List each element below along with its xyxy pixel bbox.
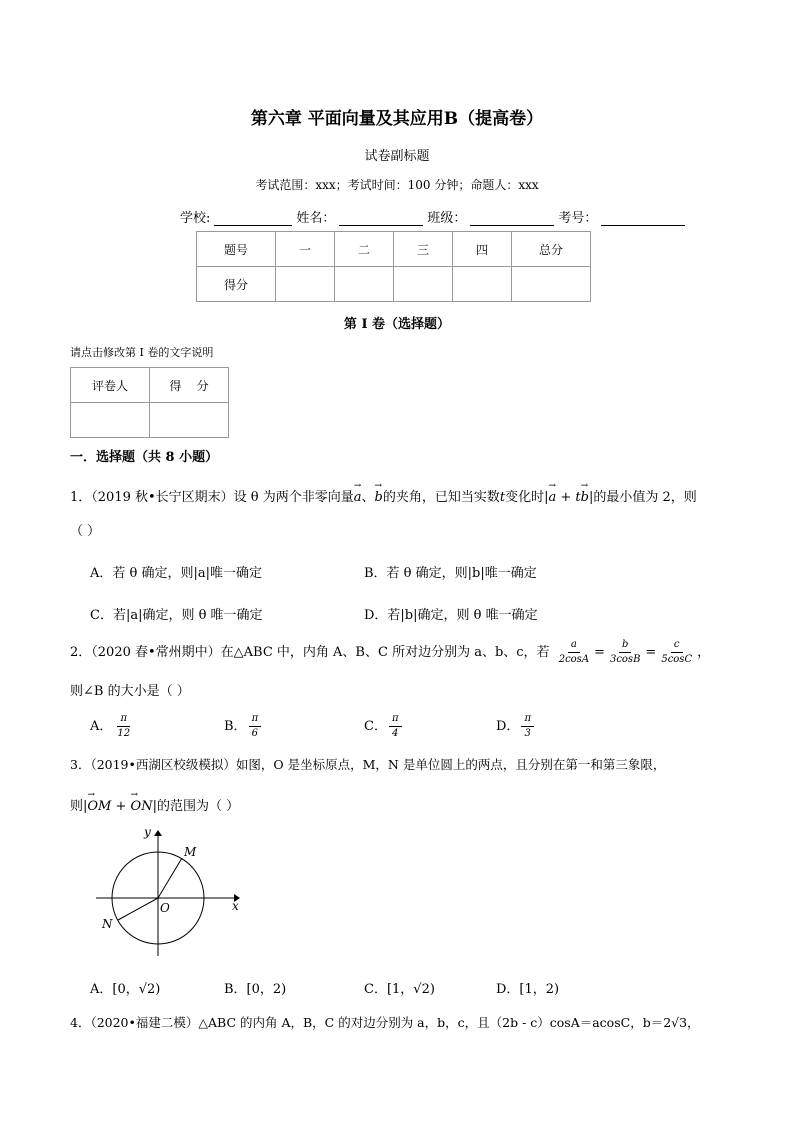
grader-header: 评卷人 xyxy=(71,368,150,403)
grader-cell[interactable] xyxy=(150,403,229,438)
score-cell: 二 xyxy=(335,232,394,267)
question-2-option-d[interactable]: D． $\frac{\pi}{3}$ xyxy=(496,712,536,741)
score-input-cell[interactable] xyxy=(394,267,453,302)
question-2-option-a[interactable]: A． $\frac{\pi}{12}$ xyxy=(90,713,131,739)
class-label: 班级： xyxy=(427,211,467,226)
class-field[interactable] xyxy=(470,211,554,226)
question-3-option-b[interactable]: B．[0，2) xyxy=(224,982,287,997)
segment-om xyxy=(158,858,182,898)
question-1-paren: （ ） xyxy=(70,524,101,539)
grader-cell[interactable] xyxy=(71,403,150,438)
id-field[interactable] xyxy=(601,211,685,226)
score-table-header-row xyxy=(197,232,591,267)
question-1-option-c[interactable]: C．若|a|确定，则 θ 唯一确定 xyxy=(90,608,263,623)
fraction: $\frac{b}{3\cos B}$ xyxy=(609,639,641,665)
score-cell: 三 xyxy=(394,232,453,267)
name-field[interactable] xyxy=(339,211,423,226)
segment-on xyxy=(118,898,158,920)
vector-om: → OM xyxy=(87,799,111,814)
score-input-cell[interactable] xyxy=(453,267,512,302)
score-cell: 总分 xyxy=(512,232,591,267)
origin-label: O xyxy=(160,901,170,915)
volume-title: 第 I 卷（选择题） xyxy=(343,317,451,332)
y-axis-arrow-icon xyxy=(154,830,162,836)
score-table xyxy=(196,231,591,302)
question-1-option-d[interactable]: D．若|b|确定，则 θ 唯一确定 xyxy=(364,608,538,623)
school-field[interactable] xyxy=(214,211,292,226)
vector-on: → ON xyxy=(131,799,153,814)
fraction: $\frac{c}{5\cos C}$ xyxy=(661,639,693,665)
score-input-cell[interactable] xyxy=(335,267,394,302)
question-3-option-a[interactable]: A．[0，√2) xyxy=(90,982,161,997)
question-3-line2: 则|→ OM + → ON|的范围为（ ） xyxy=(70,795,239,814)
question-1-stem: 1．（2019 秋•长宁区期末）设 θ 为两个非零向量→ a、→ b的夹角，已知当实数t变化时|→ a + t→ b|的最小值为 2，则 xyxy=(70,486,697,505)
question-1-option-b[interactable]: B．若 θ 确定，则|b|唯一确定 xyxy=(364,566,537,581)
fraction: $\frac{a}{2\cos A}$ xyxy=(558,639,590,665)
vector-b: → b xyxy=(581,490,589,505)
volume-note: 请点击修改第 I 卷的文字说明 xyxy=(70,346,214,359)
point-m-label: M xyxy=(184,845,197,859)
question-2-option-b[interactable]: B． $\frac{\pi}{6}$ xyxy=(224,712,263,741)
question-2-option-c[interactable]: C． $\frac{\pi}{4}$ xyxy=(364,712,404,741)
exam-subtitle: 试卷副标题 xyxy=(364,149,430,164)
question-3-stem: 3．（2019•西湖区校级模拟）如图，O 是坐标原点，M，N 是单位圆上的两点，且分别在第一和第三象限， xyxy=(70,757,666,772)
score-table-score-row xyxy=(197,267,591,302)
section-heading: 一．选择题（共 8 小题） xyxy=(70,450,219,465)
score-input-cell[interactable] xyxy=(512,267,591,302)
question-1-option-a[interactable]: A．若 θ 确定，则|a|唯一确定 xyxy=(90,566,262,581)
question-4-stem: 4．（2020•福建二模）△ABC 的内角 A，B，C 的对边分别为 a，b，c，且（2b - c）cosA＝acosC，b＝2√3， xyxy=(70,1015,700,1030)
grader-table xyxy=(70,367,229,438)
score-cell: 得分 xyxy=(197,267,276,302)
unit-circle-figure xyxy=(88,822,248,962)
question-2-line2: 则∠B 的大小是（ ） xyxy=(70,684,190,699)
y-axis-label: y xyxy=(144,825,151,839)
exam-info: 考试范围：xxx；考试时间：100 分钟；命题人：xxx xyxy=(255,178,539,192)
x-axis-label: x xyxy=(232,899,239,913)
score-cell: 一 xyxy=(276,232,335,267)
id-label: 考号： xyxy=(558,211,598,226)
question-3-option-c[interactable]: C．[1，√2) xyxy=(364,982,435,997)
vector-b: → b xyxy=(375,490,383,505)
school-label: 学校: xyxy=(180,211,211,226)
grader-header: 得 分 xyxy=(150,368,229,403)
name-label: 姓名： xyxy=(296,211,336,226)
student-info-line xyxy=(180,207,689,226)
vector-a: → a xyxy=(354,490,362,505)
point-n-label: N xyxy=(102,917,113,931)
score-input-cell[interactable] xyxy=(276,267,335,302)
question-2-stem: 2．（2020 春•常州期中）在△ABC 中，内角 A、B、C 所对边分别为 a、b、c，若 $\frac{a}{2\cos A}$ = $\frac{b}{3\cos B}$ = $\frac{c}{5\cos C}$ ， xyxy=(70,639,711,665)
score-cell: 四 xyxy=(453,232,512,267)
score-cell: 题号 xyxy=(197,232,276,267)
exam-title: 第六章 平面向量及其应用B（提高卷） xyxy=(250,109,544,129)
question-3-option-d[interactable]: D．[1，2) xyxy=(496,982,560,997)
vector-a: → a xyxy=(549,490,557,505)
